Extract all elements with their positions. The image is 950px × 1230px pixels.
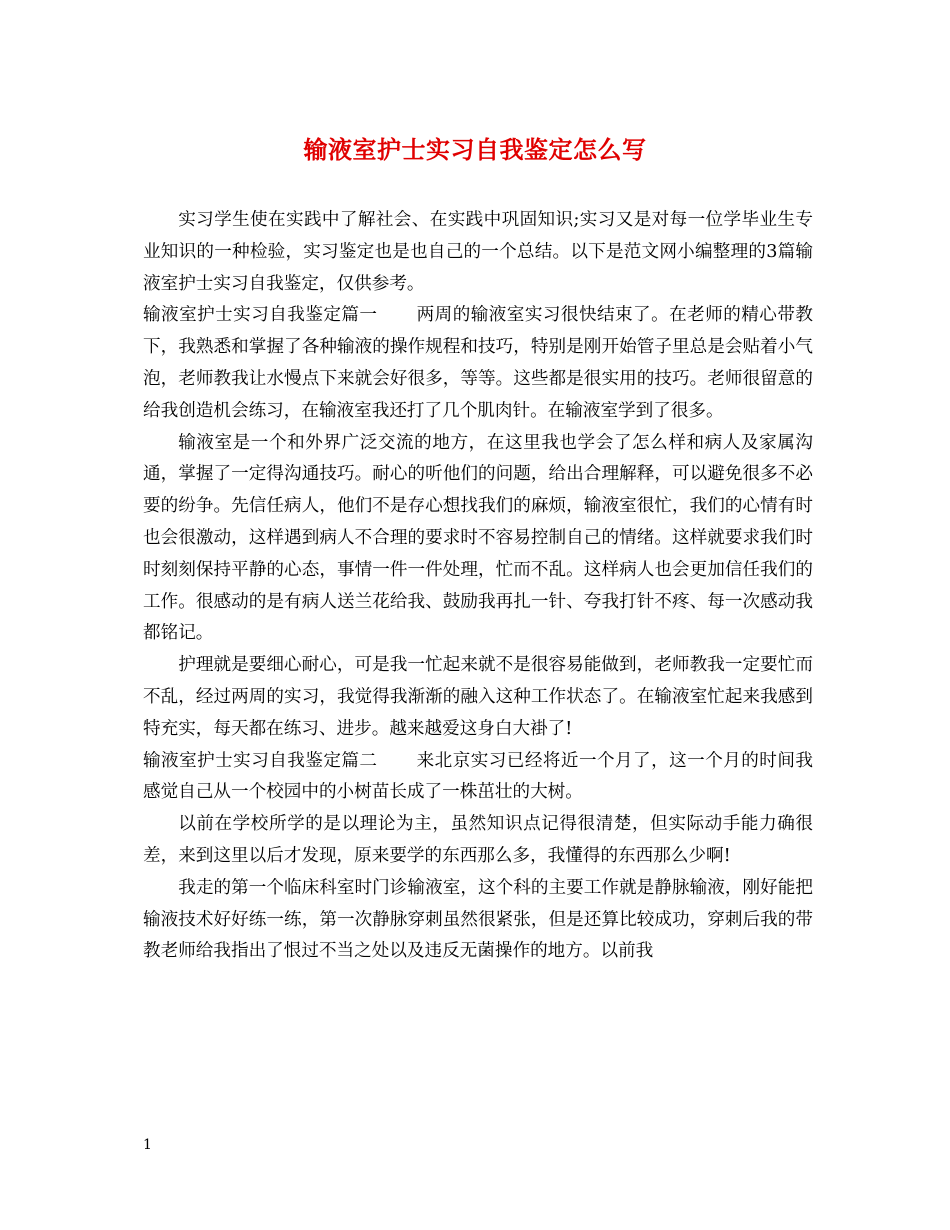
paragraph-6 bbox=[143, 809, 813, 873]
paragraph-5 bbox=[143, 746, 813, 810]
page-number: 1 bbox=[143, 1137, 152, 1153]
paragraph-1 bbox=[143, 205, 813, 300]
paragraph-text: 我走的第一个临床科室时门诊输液室，这个科的主要工作就是静脉输液，刚好能把输液技术好好练一练，第一次静脉穿刺虽然很紧张，但是还算比较成功，穿刺后我的带教老师给我指出了恨过不当之处以及违反无菌操作的地方。以前我 bbox=[143, 877, 813, 962]
paragraph-text: 来北京实习已经将近一个月了，这一个月的时间我感觉自己从一个校园中的小树苗长成了一株茁壮的大树。 bbox=[143, 750, 813, 803]
paragraph-text: 以前在学校所学的是以理论为主，虽然知识点记得很清楚，但实际动手能力确很差，来到这里以后才发现，原来要学的东西那么多，我懂得的东西那么少啊! bbox=[143, 814, 813, 866]
document-title: 输液室护士实习自我鉴定怎么写 bbox=[303, 135, 647, 164]
paragraph-text: 实习学生使在实践中了解社会、在实践中巩固知识;实习又是对每一位学毕业生专业知识的一种检验，实习鉴定也是也自己的一个总结。以下是范文网小编整理的3篇输液室护士实习自我鉴定，仅供参考。 bbox=[143, 210, 813, 294]
section-heading-1: 输液室护士实习自我鉴定篇一 bbox=[143, 305, 378, 326]
paragraph-3 bbox=[143, 428, 813, 651]
paragraph-2 bbox=[143, 300, 813, 427]
document-body bbox=[143, 205, 813, 968]
paragraph-text: 护理就是要细心耐心，可是我一忙起来就不是很容易能做到，老师教我一定要忙而不乱，经过两周的实习，我觉得我渐渐的融入这种工作状态了。在输液室忙起来我感到特充实，每天都在练习、进步。越来越爱这身白大褂了! bbox=[143, 655, 813, 739]
section-heading-2: 输液室护士实习自我鉴定篇二 bbox=[143, 750, 378, 771]
paragraph-text: 两周的输液室实习很快结束了。在老师的精心带教下，我熟悉和掌握了各种输液的操作规程和技巧，特别是刚开始管子里总是会贴着小气泡，老师教我让水慢点下来就会好很多，等等。这些都是很实用的技巧。老师很留意的给我创造机会练习，在输液室我还打了几个肌肉针。在输液室学到了很多。 bbox=[143, 305, 813, 421]
paragraph-text: 输液室是一个和外界广泛交流的地方，在这里我也学会了怎么样和病人及家属沟通，掌握了一定得沟通技巧。耐心的听他们的问题，给出合理解释，可以避免很多不必要的纷争。先信任病人，他们不是存心想找我们的麻烦，输液室很忙，我们的心情有时也会很激动，这样遇到病人不合理的要求时不容易控制自己的情绪。这样就要求我们时时刻刻保持平静的心态，事情一件一件处理，忙而不乱。这样病人也会更加信任我们的工作。很感动的是有病人送兰花给我、鼓励我再扎一针、夸我打针不疼、每一次感动我都铭记。 bbox=[143, 432, 813, 644]
paragraph-4 bbox=[143, 650, 813, 745]
paragraph-7 bbox=[143, 873, 813, 968]
